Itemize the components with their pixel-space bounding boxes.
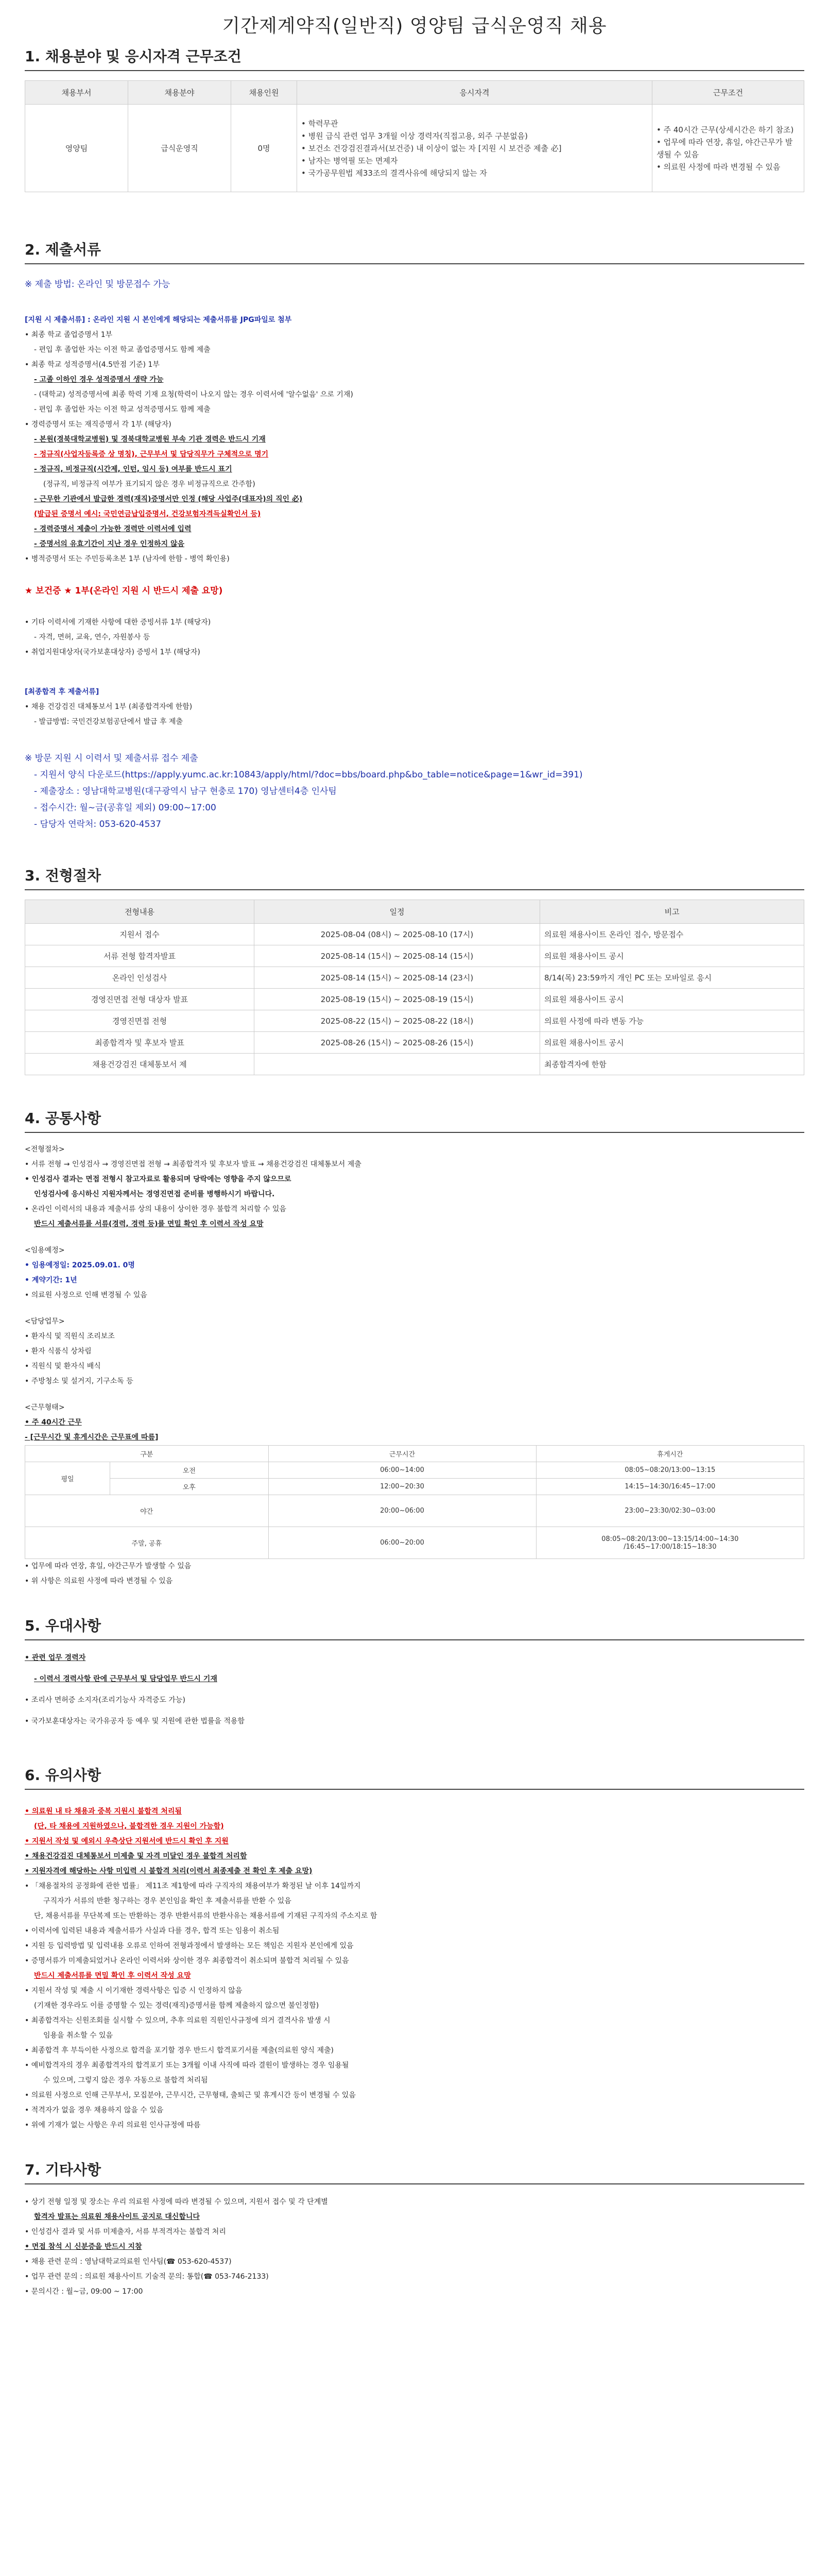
recruit-contact: • 채용 관련 문의 : 영남대학교의료원 인사팀(☎ 053-620-4537) bbox=[25, 2258, 232, 2266]
doc-line: - 발급방법: 국민건강보험공단에서 발급 후 제출 bbox=[34, 718, 183, 726]
doc-line: - 정규직(사업자등록증 상 명칭), 근무부서 및 담당직무가 구체적으로 명기 bbox=[34, 450, 269, 459]
table-row bbox=[25, 1495, 804, 1527]
cell-step: 경영진면접 전형 bbox=[25, 1010, 254, 1032]
contact-hours: • 문의시간 : 월~금, 09:00 ~ 17:00 bbox=[25, 2287, 143, 2296]
subsection-title: <담당업무> bbox=[25, 1317, 65, 1326]
col-header-work-time: 근무시간 bbox=[268, 1446, 536, 1462]
col-header-note: 비고 bbox=[540, 900, 804, 924]
col-header-condition: 근무조건 bbox=[652, 81, 804, 105]
doc-line: - 근무한 기관에서 발급한 경력(재직)증명서만 인정 (해당 사업주(대표자)의 직인 必) bbox=[34, 495, 303, 503]
section-heading-process: 3. 전형절차 bbox=[25, 865, 804, 890]
caution-line: • 최종합격 후 부득이한 사정으로 합격을 포기할 경우 반드시 합격포기서를 제출(의료원 양식 제출) bbox=[25, 2046, 334, 2055]
doc-line: - 정규직, 비정규직(시간제, 인턴, 임시 등) 여부를 반드시 표기 bbox=[34, 465, 232, 473]
common-line: • 인성검사 결과는 면접 전형시 참고자료로 활용되며 당락에는 영향을 주지 않으므로 bbox=[25, 1175, 291, 1183]
etc-line: 합격자 발표는 의료원 채용사이트 공지로 대신합니다 bbox=[34, 2213, 200, 2221]
duty-item: • 환자식 및 직원식 조리보조 bbox=[25, 1332, 115, 1341]
col-header-dept: 채용부서 bbox=[25, 81, 128, 105]
table-row bbox=[25, 1527, 804, 1559]
common-line: • 업무에 따라 연장, 휴일, 야간근무가 발생할 수 있음 bbox=[25, 1562, 192, 1570]
etc-line: • 상기 전형 일정 및 장소는 우리 의료원 사정에 따라 변경될 수 있으며, 지원서 접수 및 각 단계별 bbox=[25, 2198, 328, 2206]
process-table bbox=[25, 900, 804, 1075]
visit-contact: - 담당자 연락처: 053-620-4537 bbox=[34, 819, 162, 829]
col-header-rest-time: 휴게시간 bbox=[536, 1446, 804, 1462]
cell-step: 최종합격자 및 후보자 발표 bbox=[25, 1032, 254, 1054]
visit-place: - 제출장소 : 영남대학교병원(대구광역시 남구 현충로 170) 영남센터4층 인사팀 bbox=[34, 786, 337, 796]
doc-line: - 편입 후 졸업한 자는 이전 학교 성적증명서도 함께 제출 bbox=[34, 405, 211, 414]
cell-schedule: 2025-08-26 (15시) ~ 2025-08-26 (15시) bbox=[254, 1032, 540, 1054]
cell-condition bbox=[652, 105, 804, 192]
cell-work-time: 12:00~20:30 bbox=[268, 1479, 536, 1495]
cell-shift: 오후 bbox=[110, 1479, 269, 1495]
table-row bbox=[25, 989, 804, 1010]
doc-line: - 자격, 면허, 교육, 연수, 자원봉사 등 bbox=[34, 633, 150, 641]
cell-qualification bbox=[297, 105, 652, 192]
visit-hours: - 접수시간: 월~금(공휴일 제외) 09:00~17:00 bbox=[34, 803, 216, 813]
qualification-item: • 국가공무원법 제33조의 결격사유에 해당되지 않는 자 bbox=[301, 168, 487, 178]
online-docs-title: [지원 시 제출서류] : 온라인 지원 시 본인에게 해당되는 제출서류를 JPG파일로 첨부 bbox=[25, 316, 292, 324]
doc-line: (정규직, 비정규직 여부가 표기되지 않은 경우 비정규직으로 간주함) bbox=[43, 480, 255, 488]
rest-line: 08:05~08:20/13:00~13:15/14:00~14:30 bbox=[601, 1535, 739, 1543]
cell-shift: 오전 bbox=[110, 1462, 269, 1479]
cell-shift: 야간 bbox=[25, 1495, 269, 1527]
cell-weekday: 평일 bbox=[25, 1462, 110, 1495]
preference-item: • 조리사 면허증 소지자(조리기능사 자격증도 가능) bbox=[25, 1696, 185, 1704]
subsection-title: <임용예정> bbox=[25, 1246, 65, 1255]
caution-line: • 「채용절차의 공정화에 관한 법률」 제11조 제1항에 따라 구직자의 채용여부가 확정된 날 이후 14일까지 bbox=[25, 1882, 361, 1890]
col-header-step: 전형내용 bbox=[25, 900, 254, 924]
cell-schedule: 2025-08-22 (15시) ~ 2025-08-22 (18시) bbox=[254, 1010, 540, 1032]
cell-shift: 주말, 공휴 bbox=[25, 1527, 269, 1559]
table-row bbox=[25, 945, 804, 967]
rest-line: /16:45~17:00/18:15~18:30 bbox=[624, 1543, 717, 1551]
cell-dept: 영양팀 bbox=[25, 105, 128, 192]
caution-line: • 채용건강검진 대체통보서 미제출 및 자격 미달인 경우 불합격 처리함 bbox=[25, 1852, 247, 1860]
table-row bbox=[25, 1032, 804, 1054]
section-heading-documents: 2. 제출서류 bbox=[25, 239, 804, 264]
col-header-field: 채용분야 bbox=[128, 81, 231, 105]
doc-line: • 경력증명서 또는 재직증명서 각 1부 (해당자) bbox=[25, 420, 171, 429]
table-row bbox=[25, 967, 804, 989]
doc-line: • 취업지원대상자(국가보훈대상자) 증빙서 1부 (해당자) bbox=[25, 648, 200, 656]
table-row bbox=[25, 1479, 804, 1495]
caution-line: 반드시 제출서류를 면밀 확인 후 이력서 작성 요망 bbox=[34, 1972, 191, 1980]
condition-item: • 의료원 사정에 따라 변경될 수 있음 bbox=[657, 162, 781, 172]
appoint-date: • 임용예정일: 2025.09.01. 0명 bbox=[25, 1261, 135, 1269]
cell-rest-time: 08:05~08:20/13:00~13:15 bbox=[536, 1462, 804, 1479]
condition-item: • 주 40시간 근무(상세시간은 하기 참조) bbox=[657, 125, 794, 134]
cell-rest-time bbox=[536, 1527, 804, 1559]
qualification-item: • 학력무관 bbox=[301, 118, 338, 128]
cell-schedule: 2025-08-19 (15시) ~ 2025-08-19 (15시) bbox=[254, 989, 540, 1010]
tech-contact: • 업무 관련 문의 : 의료원 채용사이트 기술적 문의: 통합(☎ 053-746-2133) bbox=[25, 2273, 269, 2281]
doc-line: - (대학교) 성적증명서에 최종 학력 기재 요청(학력이 나오지 않는 경우 이력서에 '알수없음' 으로 기재) bbox=[34, 391, 353, 399]
cell-step: 채용건강검진 대체통보서 제 bbox=[25, 1054, 254, 1075]
cell-note: 8/14(목) 23:59까지 개인 PC 또는 모바일로 응시 bbox=[540, 967, 804, 989]
table-row bbox=[25, 105, 804, 192]
cell-schedule bbox=[254, 1054, 540, 1075]
cell-field: 급식운영직 bbox=[128, 105, 231, 192]
health-cert-required: ★ 보건증 ★ 1부(온라인 지원 시 반드시 제출 요망) bbox=[25, 586, 223, 596]
condition-item: • 업무에 따라 연장, 휴일, 야간근무가 발생될 수 있음 bbox=[657, 137, 793, 159]
preference-item: • 관련 업무 경력자 bbox=[25, 1654, 86, 1662]
col-header-type: 구분 bbox=[25, 1446, 269, 1462]
caution-line: • 지원자격에 해당하는 사항 미입력 시 불합격 처리(이력서 최종제출 전 확인 후 제출 요망) bbox=[25, 1867, 313, 1875]
work-hours-total: • 주 40시간 근무 bbox=[25, 1418, 82, 1427]
cell-work-time: 06:00~14:00 bbox=[268, 1462, 536, 1479]
common-line: • 의료원 사정으로 인해 변경될 수 있음 bbox=[25, 1291, 147, 1299]
caution-line: • 최종합격자는 신원조회를 실시할 수 있으며, 추후 의료원 직원인사규정에 의거 결격사유 발생 시 bbox=[25, 2016, 331, 2025]
caution-line: • 지원서 작성 및 예외시 우측상단 지원서에 반드시 확인 후 지원 bbox=[25, 1837, 229, 1845]
qualification-item: • 보건소 건강검진결과서(보건증) 내 이상이 없는 자 [지원 시 보건증 제출 必] bbox=[301, 143, 562, 153]
cell-step: 지원서 접수 bbox=[25, 924, 254, 945]
caution-line: 단, 채용서류를 무단복제 또는 반환하는 경우 반환서류의 반환사유는 채용서류에 기재된 구직자의 주소지로 함 bbox=[34, 1912, 377, 1920]
caution-line: (기재한 경우라도 이를 증명할 수 있는 경력(재직)증명서를 함께 제출하지 않으면 불인정함) bbox=[34, 2002, 319, 2010]
qualification-item: • 남자는 병역필 또는 면제자 bbox=[301, 156, 398, 165]
final-docs-title: [최종합격 후 제출서류] bbox=[25, 688, 99, 696]
cell-work-time: 20:00~06:00 bbox=[268, 1495, 536, 1527]
common-line: • 위 사항은 의료원 사정에 따라 변경될 수 있음 bbox=[25, 1577, 173, 1585]
doc-line: - 편입 후 졸업한 자는 이전 학교 졸업증명서도 함께 제출 bbox=[34, 346, 211, 354]
caution-line: 구직자가 서류의 반환 청구하는 경우 본인임을 확인 후 제출서류를 반환 수 있음 bbox=[43, 1897, 291, 1905]
table-row bbox=[25, 924, 804, 945]
doc-line: • 최종 학교 졸업증명서 1부 bbox=[25, 331, 113, 339]
duty-item: • 주방청소 및 설거지, 기구소독 등 bbox=[25, 1377, 133, 1385]
etc-line: • 인성검사 결과 및 서류 미제출자, 서류 부적격자는 불합격 처리 bbox=[25, 2228, 226, 2236]
section-heading-qualification: 1. 채용분야 및 응시자격 근무조건 bbox=[25, 45, 804, 71]
qualification-table bbox=[25, 80, 804, 192]
caution-line: • 지원서 작성 및 제출 시 이기재한 경력사항은 입증 시 인정하지 않음 bbox=[25, 1987, 243, 1995]
cell-step: 경영진면접 전형 대상자 발표 bbox=[25, 989, 254, 1010]
doc-line: - 경력증명서 제출이 가능한 경력만 이력서에 입력 bbox=[34, 525, 192, 533]
caution-line: • 예비합격자의 경우 최종합격자의 합격포기 또는 3개월 이내 사직에 따라 결원이 발생하는 경우 임용될 bbox=[25, 2061, 349, 2070]
cell-note: 의료원 사정에 따라 변동 가능 bbox=[540, 1010, 804, 1032]
caution-line: • 위에 기재가 없는 사항은 우리 의료원 인사규정에 따름 bbox=[25, 2121, 201, 2129]
subsection-title: <근무형태> bbox=[25, 1403, 65, 1412]
cell-schedule: 2025-08-14 (15시) ~ 2025-08-14 (23시) bbox=[254, 967, 540, 989]
caution-line: • 의료원 내 타 채용과 중복 지원시 불합격 처리됨 bbox=[25, 1807, 182, 1816]
caution-line: 수 있으며, 그렇지 않은 경우 자동으로 불합격 처리됨 bbox=[43, 2076, 208, 2084]
cell-work-time: 06:00~20:00 bbox=[268, 1527, 536, 1559]
caution-line: • 적격자가 없을 경우 채용하지 않을 수 있음 bbox=[25, 2106, 164, 2114]
section-heading-common: 4. 공통사항 bbox=[25, 1107, 804, 1133]
table-row bbox=[25, 1010, 804, 1032]
cell-schedule: 2025-08-14 (15시) ~ 2025-08-14 (15시) bbox=[254, 945, 540, 967]
caution-line: (단, 타 채용에 지원하였으나, 불합격한 경우 지원이 가능함) bbox=[34, 1822, 224, 1831]
doc-line: (발급된 증명서 예시: 국민연금납입증명서, 건강보험자격득실확인서 등) bbox=[34, 510, 261, 518]
section-heading-preference: 5. 우대사항 bbox=[25, 1615, 804, 1640]
section-heading-caution: 6. 유의사항 bbox=[25, 1764, 804, 1790]
page-title: 기간제계약직(일반직) 영양팀 급식운영직 채용 bbox=[222, 15, 607, 37]
col-header-qualification: 응시자격 bbox=[297, 81, 652, 105]
subsection-title: <전형절차> bbox=[25, 1145, 65, 1154]
visit-title: ※ 방문 지원 시 이력서 및 제출서류 접수 제출 bbox=[25, 753, 198, 764]
caution-line: • 이력서에 입력된 내용과 제출서류가 사실과 다를 경우, 합격 또는 임용이 취소됨 bbox=[25, 1927, 280, 1935]
doc-line: • 채용 건강검진 대체통보서 1부 (최종합격자에 한함) bbox=[25, 703, 193, 711]
col-header-schedule: 일정 bbox=[254, 900, 540, 924]
work-schedule-table bbox=[25, 1445, 804, 1559]
cell-step: 서류 전형 합격자발표 bbox=[25, 945, 254, 967]
doc-line: • 기타 이력서에 기재한 사항에 대한 증빙서류 1부 (해당자) bbox=[25, 618, 211, 626]
contract-period: • 계약기간: 1년 bbox=[25, 1276, 77, 1284]
col-header-count: 채용인원 bbox=[231, 81, 297, 105]
caution-line: • 지원 등 입력방법 및 입력내용 오류로 인하여 전형과정에서 발생하는 모든 책임은 지원자 본인에게 있음 bbox=[25, 1942, 354, 1950]
doc-line: - 고졸 이하인 경우 성적증명서 생략 가능 bbox=[34, 376, 164, 384]
cell-note: 의료원 채용사이트 공시 bbox=[540, 945, 804, 967]
cell-note: 의료원 채용사이트 온라인 접수, 방문접수 bbox=[540, 924, 804, 945]
caution-line: • 증명서류가 미제출되었거나 온라인 이력서와 상이한 경우 최종합격이 취소되며 불합격 처리될 수 있음 bbox=[25, 1957, 349, 1965]
application-form-link[interactable]: - 지원서 양식 다운로드(https://apply.yumc.ac.kr:10843/apply/html/?doc=bbs/board.php&bo_table=notice&page=1&wr_id=391) bbox=[34, 770, 583, 780]
cell-note: 의료원 채용사이트 공시 bbox=[540, 989, 804, 1010]
doc-line: • 최종 학교 성적증명서(4.5만점 기준) 1부 bbox=[25, 361, 160, 369]
common-line: • 온라인 이력서의 내용과 제출서류 상의 내용이 상이한 경우 불합격 처리할 수 있음 bbox=[25, 1205, 286, 1213]
section-heading-etc: 7. 기타사항 bbox=[25, 2159, 804, 2184]
cell-rest-time: 23:00~23:30/02:30~03:00 bbox=[536, 1495, 804, 1527]
doc-line: • 병적증명서 또는 주민등록초본 1부 (남자에 한함 - 병역 확인용) bbox=[25, 555, 230, 563]
cell-schedule: 2025-08-04 (08시) ~ 2025-08-10 (17시) bbox=[254, 924, 540, 945]
cell-count: 0명 bbox=[231, 105, 297, 192]
duty-item: • 환자 식품식 상차림 bbox=[25, 1347, 92, 1355]
preference-item: • 국가보훈대상자는 국가유공자 등 예우 및 지원에 관한 법률을 적용함 bbox=[25, 1717, 245, 1725]
cell-note: 최종합격자에 한함 bbox=[540, 1054, 804, 1075]
submission-method: ※ 제출 방법: 온라인 및 방문접수 가능 bbox=[25, 279, 170, 290]
caution-line: • 의료원 사정으로 인해 근무부서, 모집분야, 근무시간, 근무형태, 출퇴근 및 휴게시간 등이 변경될 수 있음 bbox=[25, 2091, 356, 2099]
doc-line: - 증명서의 유효기간이 지난 경우 인정하지 않음 bbox=[34, 540, 185, 548]
common-line: 반드시 제출서류를 서류(경력, 경력 등)를 면밀 확인 후 이력서 작성 요망 bbox=[34, 1220, 264, 1228]
doc-line: - 본원(경북대학교병원) 및 경북대학교병원 부속 기관 경력은 반드시 기재 bbox=[34, 435, 266, 444]
common-line: 인성검사에 응시하신 지원자께서는 경영진면접 준비를 병행하시기 바랍니다. bbox=[34, 1190, 275, 1198]
cell-step: 온라인 인성검사 bbox=[25, 967, 254, 989]
work-hours-note: - [근무시간 및 휴게시간은 근무표에 따름] bbox=[25, 1433, 159, 1442]
common-line: • 서류 전형 → 인성검사 → 경영진면접 전형 → 최종합격자 및 후보자 발표 → 채용건강검진 대체통보서 제출 bbox=[25, 1160, 361, 1168]
etc-line: • 면접 참석 시 신분증을 반드시 지참 bbox=[25, 2243, 142, 2251]
table-row bbox=[25, 1054, 804, 1075]
qualification-item: • 병원 급식 관련 업무 3개월 이상 경력자(직접고용, 외주 구분없음) bbox=[301, 131, 528, 141]
cell-note: 의료원 채용사이트 공시 bbox=[540, 1032, 804, 1054]
caution-line: 임용을 취소할 수 있음 bbox=[43, 2031, 113, 2040]
cell-rest-time: 14:15~14:30/16:45~17:00 bbox=[536, 1479, 804, 1495]
preference-item: - 이력서 경력사항 란에 근무부서 및 담당업무 반드시 기재 bbox=[34, 1675, 217, 1683]
duty-item: • 직원식 및 환자식 배식 bbox=[25, 1362, 101, 1370]
table-row bbox=[25, 1462, 804, 1479]
